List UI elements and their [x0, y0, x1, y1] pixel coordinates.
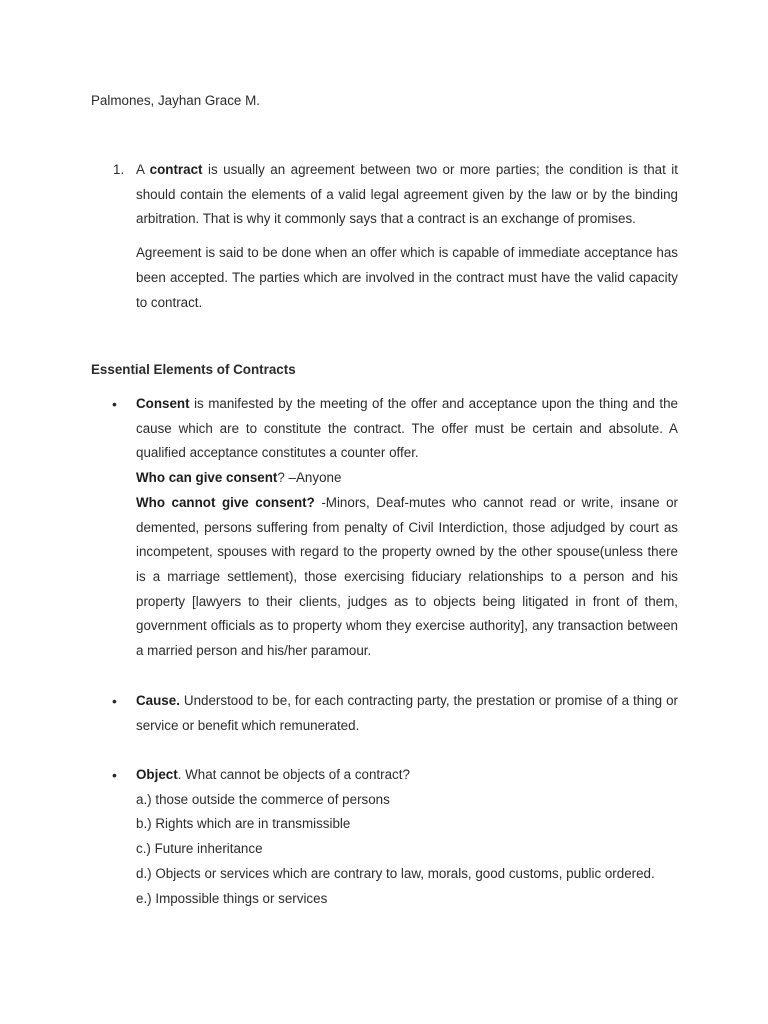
question-label: Who can give consent [136, 470, 278, 486]
list-item: a.) those outside the commerce of persons [136, 791, 390, 807]
text: . What cannot be objects of a contract? [177, 767, 410, 782]
cause-term: Cause. [136, 693, 180, 708]
consent-bullet [91, 392, 678, 664]
contract-term: contract [149, 162, 203, 177]
text: is usually an agreement between two or more parties; the condition is that it should contain the elements of a valid legal agreement given by the law or by the binding arbitration. That is why it commonly says that a contract is an exchange of promises. [136, 162, 679, 227]
agreement-paragraph: Agreement is said to be done when an offer which is capable of immediate acceptance has been accepted. The parties which are involved in the contract must have the valid capacity to contract. [136, 245, 678, 310]
text: A [136, 162, 150, 177]
object-bullet [91, 763, 678, 911]
list-item: e.) Impossible things or services [136, 890, 328, 906]
answer: -Minors, Deaf-mutes who cannot read or write, insane or demented, persons suffering from penalty of Civil Interdiction, those adjudged by court as incompetent, spouses with regard to the property owned by the other spouse(unless there is a marriage settlement), those exercising fiduciary relationships to a person and his property [lawyers to their clients, judges as to objects being litigated in front of them, government officials as to property whom they exercise authority], any transaction between a married person and his/her paramour. [136, 494, 678, 659]
consent-term: Consent [136, 396, 190, 411]
consent-paragraph [136, 392, 678, 466]
question-label: Who cannot give consent? [136, 494, 315, 510]
object-paragraph [136, 763, 678, 788]
object-term: Object [136, 767, 178, 782]
who-cannot-consent [136, 491, 678, 664]
bullet-icon: • [112, 767, 117, 783]
list-number: 1. [113, 162, 125, 177]
text: Understood to be, for each contracting party, the prestation or promise of a thing or service or benefit which remunerated. [136, 693, 678, 733]
list-item: c.) Future inheritance [136, 841, 263, 857]
answer: ? –Anyone [277, 470, 342, 486]
contract-definition-paragraph [136, 158, 678, 232]
bullet-icon: • [112, 396, 117, 412]
list-item: d.) Objects or services which are contrary to law, morals, good customs, public ordered. [136, 865, 655, 881]
text: is manifested by the meeting of the offer and acceptance upon the thing and the cause which are to constitute the contract. The offer must be certain and absolute. A qualified acceptance constitutes a counter offer. [136, 396, 678, 461]
list-item: b.) Rights which are in transmissible [136, 816, 351, 832]
who-can-consent [136, 466, 678, 491]
section-heading: Essential Elements of Contracts [91, 362, 296, 377]
cause-bullet [91, 689, 678, 738]
numbered-item-1 [91, 158, 678, 315]
cause-paragraph [136, 689, 678, 738]
bullet-icon: • [112, 693, 117, 709]
author-name: Palmones, Jayhan Grace M. [91, 93, 260, 108]
